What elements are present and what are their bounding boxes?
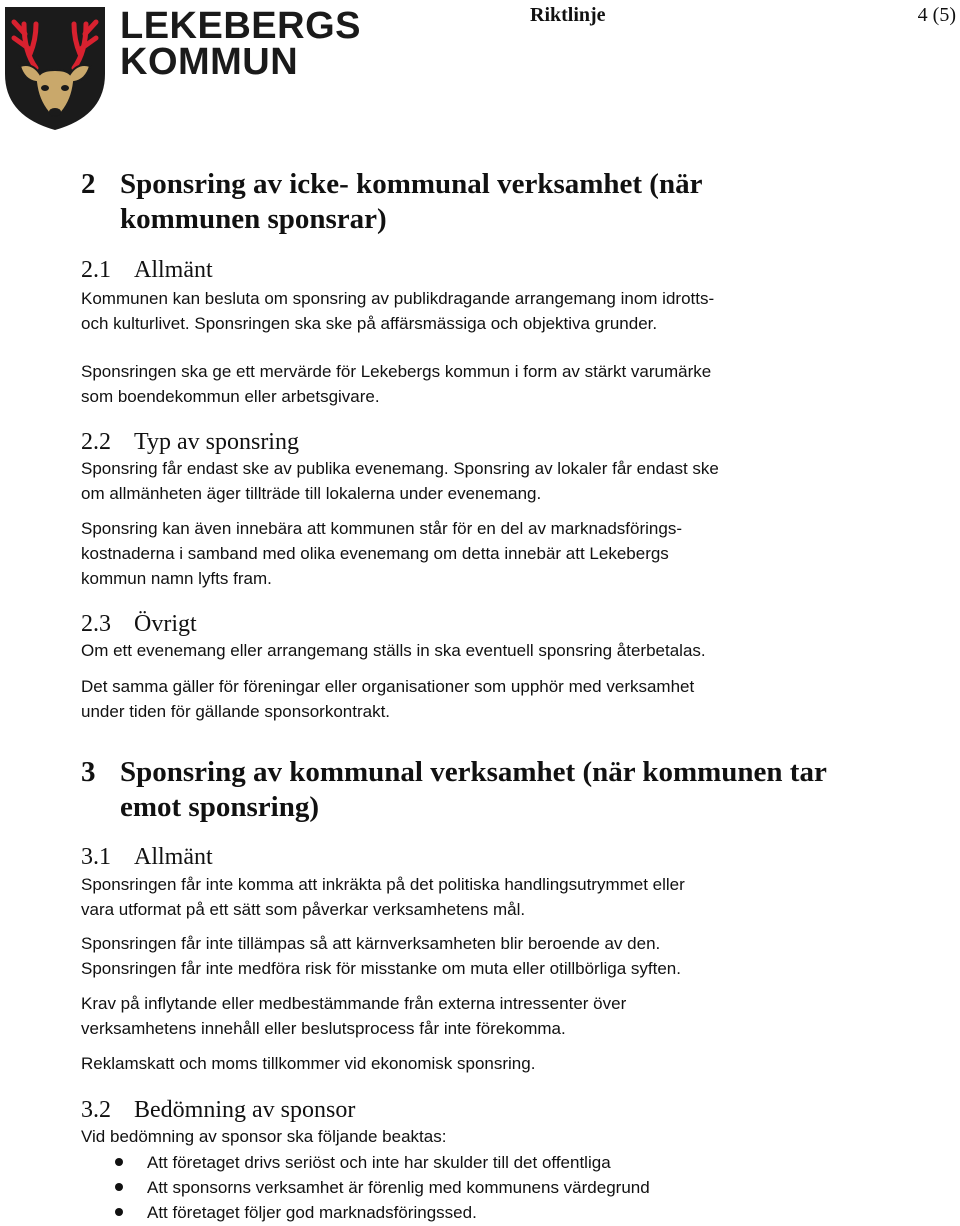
heading-3-2 xyxy=(81,1096,355,1124)
paragraph: Det samma gäller för föreningar eller organisationer som upphör med verksamhet under tiden för gällande sponsorkontrakt. xyxy=(81,677,695,721)
heading-text: Allmänt xyxy=(134,844,213,870)
document-type: Riktlinje xyxy=(530,4,606,26)
paragraph: Reklamskatt och moms tillkommer vid ekonomisk sponsring. xyxy=(81,1054,536,1073)
page-header xyxy=(0,0,960,140)
paragraph: Vid bedömning av sponsor ska följande beaktas: xyxy=(81,1127,447,1146)
paragraph: Sponsringen får inte komma att inkräkta på det politiska handlingsutrymmet eller vara utformat på ett sätt som påverkar verksamhetens mål. xyxy=(81,875,685,919)
list-item: Att sponsorns verksamhet är förenlig med kommunens värdegrund xyxy=(81,1175,941,1200)
brand-line-1: LEKEBERGS xyxy=(120,5,361,47)
heading-2-3 xyxy=(81,610,197,638)
heading-2-1 xyxy=(81,256,213,284)
heading-2-2 xyxy=(81,428,299,456)
brand-wordmark xyxy=(120,5,361,83)
bullet-icon xyxy=(115,1158,123,1166)
paragraph: Om ett evenemang eller arrangemang ställs in ska eventuell sponsring återbetalas. xyxy=(81,641,706,660)
heading-number: 2.3 xyxy=(81,611,111,637)
heading-number: 3.2 xyxy=(81,1097,111,1123)
paragraph: Sponsring kan även innebära att kommunen står för en del av marknadsförings- kostnaderna i samband med olika evenemang om detta innebär att Lekebergs kommun namn lyfts fram. xyxy=(81,519,682,588)
heading-number: 2 xyxy=(81,168,96,200)
heading-text: Bedömning av sponsor xyxy=(134,1097,356,1123)
bullet-icon xyxy=(115,1183,123,1191)
coat-of-arms-logo xyxy=(2,4,108,132)
page-number: 4 (5) xyxy=(917,4,956,26)
heading-text: Typ av sponsring xyxy=(134,429,299,455)
list-item: Att företaget drivs seriöst och inte har skulder till det offentliga xyxy=(81,1150,941,1175)
brand-line-2: KOMMUN xyxy=(120,41,299,83)
heading-text: Allmänt xyxy=(134,257,213,283)
heading-number: 2.2 xyxy=(81,429,111,455)
heading-text: Övrigt xyxy=(134,611,197,637)
paragraph: Kommunen kan besluta om sponsring av publikdragande arrangemang inom idrotts- och kulturlivet. Sponsringen ska ske på affärsmässiga och objektiva grunder. xyxy=(81,289,715,333)
paragraph: Sponsring får endast ske av publika evenemang. Sponsring av lokaler får endast ske om allmänheten äger tillträde till lokalerna under evenemang. xyxy=(81,459,719,503)
heading-text: Sponsring av kommunal verksamhet (när kommunen tar emot sponsring) xyxy=(120,756,827,823)
heading-number: 2.1 xyxy=(81,257,111,283)
bullet-list xyxy=(81,1150,941,1225)
heading-number: 3.1 xyxy=(81,844,111,870)
heading-number: 3 xyxy=(81,756,96,788)
heading-3-1 xyxy=(81,843,213,871)
bullet-icon xyxy=(115,1208,123,1216)
paragraph: Sponsringen får inte tillämpas så att kärnverksamheten blir beroende av den. Sponsringen får inte medföra risk för misstanke om muta eller otillbörliga syften. xyxy=(81,934,681,978)
heading-section-2 xyxy=(81,167,841,237)
paragraph: Sponsringen ska ge ett mervärde för Lekebergs kommun i form av stärkt varumärke som boendekommun eller arbetsgivare. xyxy=(81,362,712,406)
list-item: Att företaget följer god marknadsföringssed. xyxy=(81,1200,941,1225)
heading-section-3 xyxy=(81,755,841,825)
heading-text: Sponsring av icke- kommunal verksamhet (när kommunen sponsrar) xyxy=(120,168,702,235)
paragraph: Krav på inflytande eller medbestämmande från externa intressenter över verksamhetens innehåll eller beslutsprocess får inte förekomma. xyxy=(81,994,627,1038)
